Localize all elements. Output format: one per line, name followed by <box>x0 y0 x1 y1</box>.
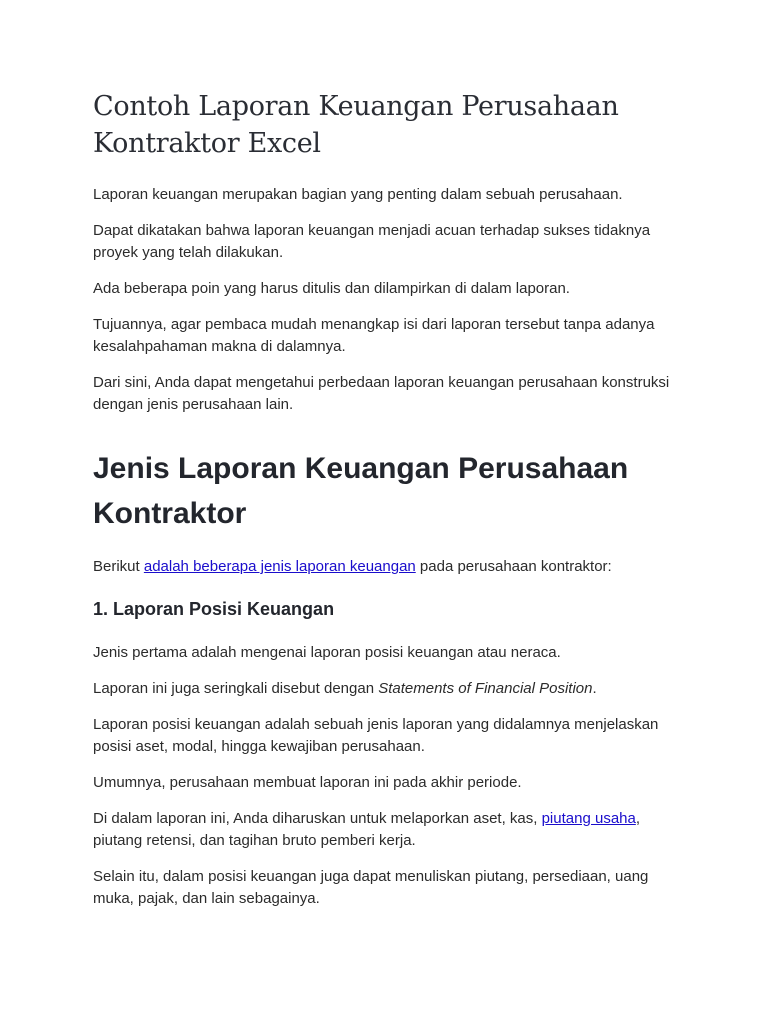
section-lead-paragraph <box>93 556 683 578</box>
p2-text-before: Laporan ini juga seringkali disebut dengan <box>93 680 379 697</box>
subsection-paragraph-3: Laporan posisi keuangan adalah sebuah jenis laporan yang didalamnya menjelaskan posisi aset, modal, hingga kewajiban perusahaan. <box>93 716 659 755</box>
section-heading: Jenis Laporan Keuangan Perusahaan Kontraktor <box>93 452 629 530</box>
intro-paragraph-4: Tujuannya, agar pembaca mudah menangkap isi dari laporan tersebut tanpa adanya kesalahpahaman makna di dalamnya. <box>93 316 655 355</box>
document-title: Contoh Laporan Keuangan Perusahaan Kontraktor Excel <box>93 91 619 159</box>
subsection-paragraph-1: Jenis pertama adalah mengenai laporan posisi keuangan atau neraca. <box>93 644 561 661</box>
subsection-paragraph-6: Selain itu, dalam posisi keuangan juga dapat menuliskan piutang, persediaan, uang muka, pajak, dan lain sebagainya. <box>93 868 649 907</box>
intro-paragraph-1: Laporan keuangan merupakan bagian yang penting dalam sebuah perusahaan. <box>93 186 623 203</box>
section-lead-text-after: pada perusahaan kontraktor: <box>415 558 612 575</box>
jenis-laporan-link[interactable]: adalah beberapa jenis laporan keuangan <box>143 558 416 575</box>
p5-text-after: , piutang retensi, dan tagihan bruto pemberi kerja. <box>93 810 641 849</box>
document-page <box>93 88 683 924</box>
p5-text-before: Di dalam laporan ini, Anda diharuskan untuk melaporkan aset, kas, <box>93 810 542 827</box>
financial-position-term: Statements of Financial Position <box>378 680 593 697</box>
intro-paragraph-2: Dapat dikatakan bahwa laporan keuangan menjadi acuan terhadap sukses tidaknya proyek yang telah dilakukan. <box>93 222 651 261</box>
subsection-heading: 1. Laporan Posisi Keuangan <box>93 599 335 619</box>
intro-paragraph-5: Dari sini, Anda dapat mengetahui perbedaan laporan keuangan perusahaan konstruksi dengan jenis perusahaan lain. <box>93 374 670 413</box>
subsection-paragraph-4: Umumnya, perusahaan membuat laporan ini pada akhir periode. <box>93 774 522 791</box>
subsection-paragraph-5 <box>93 808 683 852</box>
intro-paragraph-3: Ada beberapa poin yang harus ditulis dan dilampirkan di dalam laporan. <box>93 280 570 297</box>
subsection-paragraph-2 <box>93 678 683 700</box>
p2-text-after: . <box>592 680 597 697</box>
piutang-usaha-link[interactable]: piutang usaha <box>541 810 636 827</box>
section-lead-text-before: Berikut <box>93 558 144 575</box>
